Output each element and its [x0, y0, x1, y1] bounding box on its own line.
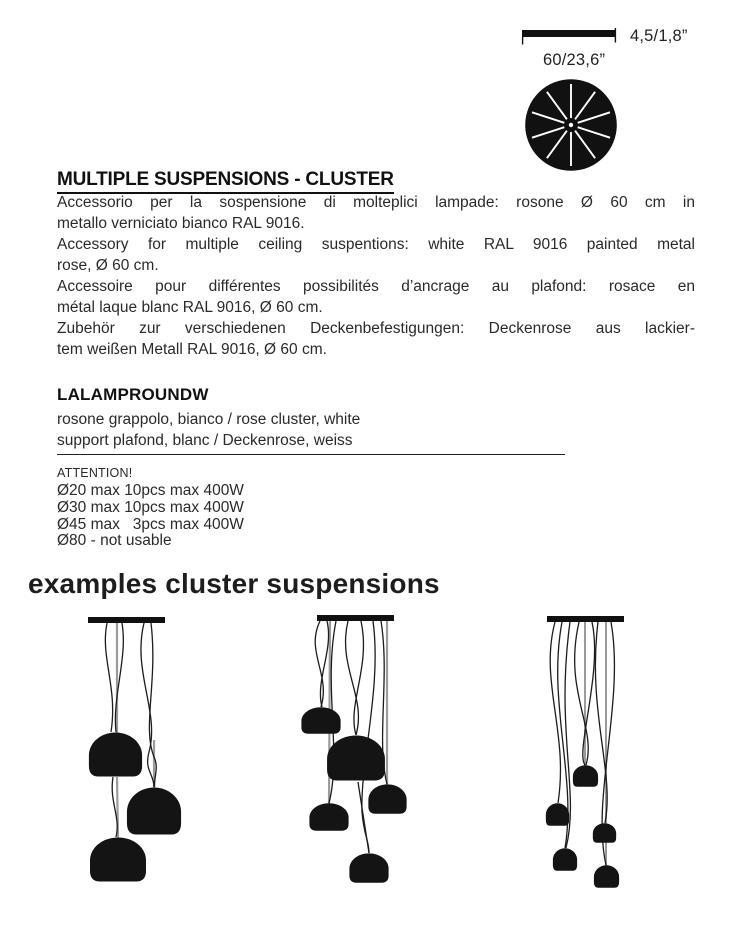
rose-top-view-drawing — [524, 78, 618, 172]
pendant-dome — [553, 848, 577, 871]
cluster-example-2-illustration — [290, 612, 430, 897]
pendant-dome — [127, 788, 181, 835]
pendant-dome — [309, 803, 348, 830]
pendant-dome — [368, 784, 406, 813]
description — [57, 192, 695, 360]
rose-side-view-drawing — [515, 27, 627, 47]
product-info — [57, 384, 695, 455]
product-description-line1: rosone grappolo, bianco / rose cluster, white — [57, 410, 361, 428]
product-code: LALAMPROUNDW — [57, 385, 209, 404]
pendant-dome — [301, 707, 340, 733]
pendant-domes — [301, 707, 406, 882]
examples-heading: examples cluster suspensions — [28, 568, 440, 599]
product-description-line2: support plafond, blanc / Deckenrose, weiss — [57, 430, 565, 455]
rose-side-bar — [522, 30, 615, 37]
description-paragraph-german: Zubehör zur verschiedenen Deckenbefestigungen: Deckenrose aus lackier- tem weißen Metall RAL 9016, Ø 60 cm. — [57, 320, 695, 358]
pendant-dome — [593, 823, 616, 843]
pendant-dome — [573, 765, 598, 787]
thickness-dimension-label: 4,5/1,8” — [630, 27, 688, 45]
pendant-dome — [327, 735, 385, 780]
pendant-dome — [594, 865, 619, 888]
pendant-dome — [349, 853, 388, 882]
ceiling-bar — [547, 616, 624, 622]
pendant-dome — [546, 803, 569, 826]
page-title: MULTIPLE SUSPENSIONS - CLUSTER — [57, 169, 394, 194]
attention-heading: ATTENTION! — [57, 466, 133, 480]
attention-lines: Ø20 max 10pcs max 400W Ø30 max 10pcs max 400W Ø45 max 3pcs max 400W Ø80 - not usable — [57, 482, 244, 550]
cluster-example-3-illustration — [535, 612, 645, 897]
description-paragraph-french: Accessoire pour différentes possibilités d’ancrage au plafond: rosace en métal laque blanc RAL 9016, Ø 60 cm. — [57, 278, 695, 316]
ceiling-bar — [317, 615, 394, 621]
rose-top-view — [524, 78, 618, 172]
rose-side-view — [515, 27, 627, 47]
pendant-domes — [89, 732, 181, 881]
description-paragraph-english: Accessory for multiple ceiling suspentions: white RAL 9016 painted metal rose, Ø 60 cm. — [57, 236, 695, 274]
ceiling-bar — [88, 617, 165, 623]
pendant-domes — [546, 765, 619, 888]
pendant-dome — [90, 837, 146, 881]
rose-center-hole — [569, 123, 573, 127]
pendant-dome — [89, 732, 142, 776]
cluster-example-1-illustration — [55, 612, 195, 897]
diameter-dimension-label: 60/23,6” — [543, 51, 606, 69]
attention-note — [57, 466, 244, 550]
description-paragraph-italian: Accessorio per la sospensione di molteplici lampade: rosone Ø 60 cm in metallo verniciato bianco RAL 9016. — [57, 194, 695, 232]
